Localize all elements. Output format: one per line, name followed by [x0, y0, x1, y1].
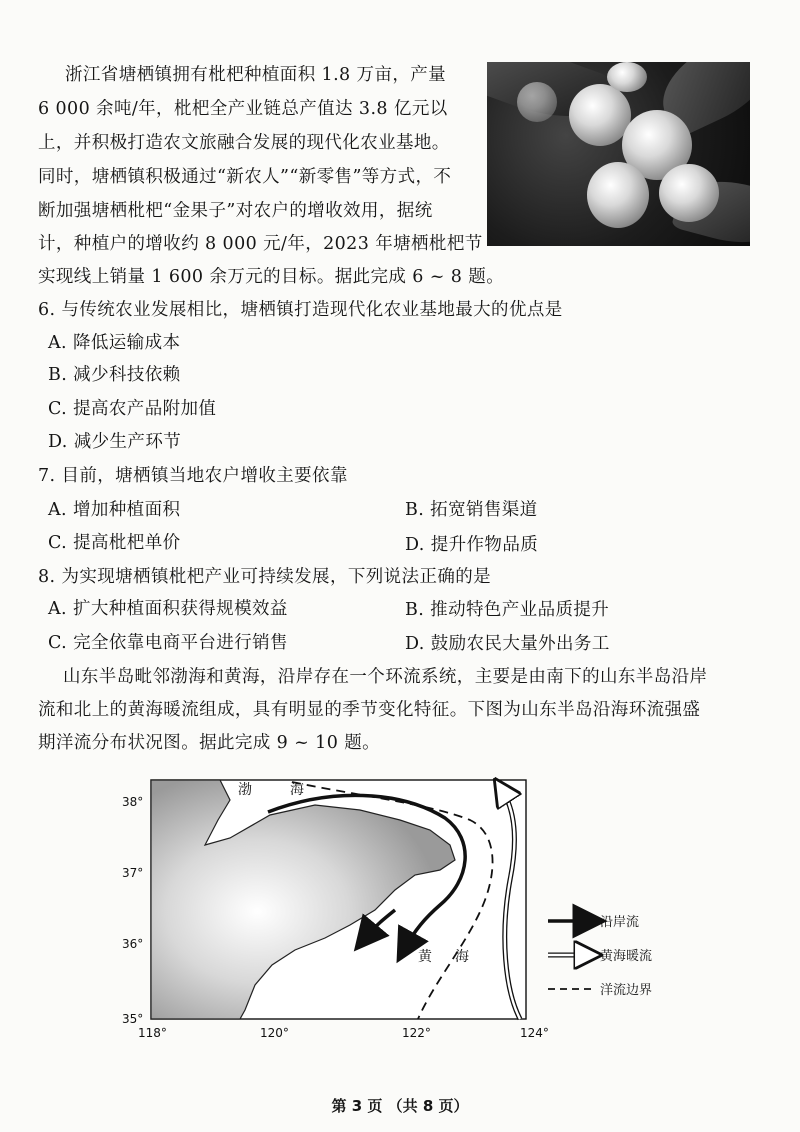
q8-option-a[interactable]: A. 扩大种植面积获得规模效益 — [48, 599, 288, 619]
q8-stem: 8. 为实现塘栖镇枇杷产业可持续发展，下列说法正确的是 — [38, 567, 492, 587]
q6-option-a[interactable]: A. 降低运输成本 — [48, 333, 181, 353]
passage1-line-2: 6 000 余吨/年，枇杷全产业链总产值达 3.8 亿元以 — [38, 99, 448, 119]
q8-option-c[interactable]: C. 完全依靠电商平台进行销售 — [48, 633, 288, 653]
q8-option-d[interactable]: D. 鼓励农民大量外出务工 — [405, 634, 610, 654]
sea-label-huanghai-1: 黄 — [418, 949, 432, 965]
q6-option-d[interactable]: D. 减少生产环节 — [48, 432, 182, 452]
passage2-line-3: 期洋流分布状况图。据此完成 9 ~ 10 题。 — [38, 733, 381, 753]
passage1-line-4: 同时，塘栖镇积极通过“新农人”“新零售”等方式，不 — [38, 167, 452, 187]
legend-boundary-label: 洋流边界 — [600, 983, 653, 998]
lat-label: 35° — [122, 1012, 144, 1026]
sea-label-huanghai-2: 海 — [455, 949, 469, 965]
lon-label: 124° — [520, 1026, 549, 1040]
passage2-line-1: 山东半岛毗邻渤海和黄海，沿岸存在一个环流系统，主要是由南下的山东半岛沿岸 — [63, 667, 708, 687]
q8-option-b[interactable]: B. 推动特色产业品质提升 — [405, 600, 610, 620]
passage2-line-2: 流和北上的黄海暖流组成，具有明显的季节变化特征。下图为山东半岛沿海环流强盛 — [38, 700, 701, 720]
passage1-line-6: 计，种植户的增收约 8 000 元/年，2023 年塘栖枇杷节 — [38, 234, 483, 254]
shandong-current-map — [100, 760, 700, 1050]
q6-option-b[interactable]: B. 减少科技依赖 — [48, 365, 181, 385]
sea-label-bohai-1: 渤 — [238, 782, 252, 798]
lon-label: 118° — [138, 1026, 167, 1040]
passage1-line-3: 上，并积极打造农文旅融合发展的现代化农业基地。 — [38, 133, 450, 153]
lon-label: 120° — [260, 1026, 289, 1040]
q7-option-a[interactable]: A. 增加种植面积 — [48, 500, 181, 520]
legend-coastal-label: 沿岸流 — [600, 915, 640, 930]
lon-label: 122° — [402, 1026, 431, 1040]
lat-label: 38° — [122, 795, 144, 809]
q7-option-b[interactable]: B. 拓宽销售渠道 — [405, 500, 538, 520]
q6-option-c[interactable]: C. 提高农产品附加值 — [48, 399, 217, 419]
q7-option-c[interactable]: C. 提高枇杷单价 — [48, 533, 181, 553]
q6-stem: 6. 与传统农业发展相比，塘栖镇打造现代化农业基地最大的优点是 — [38, 300, 563, 320]
q7-stem: 7. 目前，塘栖镇当地农户增收主要依靠 — [38, 466, 348, 486]
passage1-line-5: 断加强塘栖枇杷“金果子”对农户的增收效用，据统 — [38, 201, 433, 221]
lat-label: 37° — [122, 866, 144, 880]
legend-warm-label: 黄海暖流 — [600, 949, 653, 964]
q7-option-d[interactable]: D. 提升作物品质 — [405, 535, 539, 555]
lat-label: 36° — [122, 937, 144, 951]
loquat-photo — [487, 62, 750, 246]
passage1-line-1: 浙江省塘栖镇拥有枇杷种植面积 1.8 万亩，产量 — [65, 65, 447, 85]
passage1-line-7: 实现线上销量 1 600 余万元的目标。据此完成 6 ~ 8 题。 — [38, 267, 505, 287]
sea-label-bohai-2: 海 — [290, 782, 304, 798]
page-number: 第 3 页 （共 8 页） — [331, 1097, 469, 1115]
